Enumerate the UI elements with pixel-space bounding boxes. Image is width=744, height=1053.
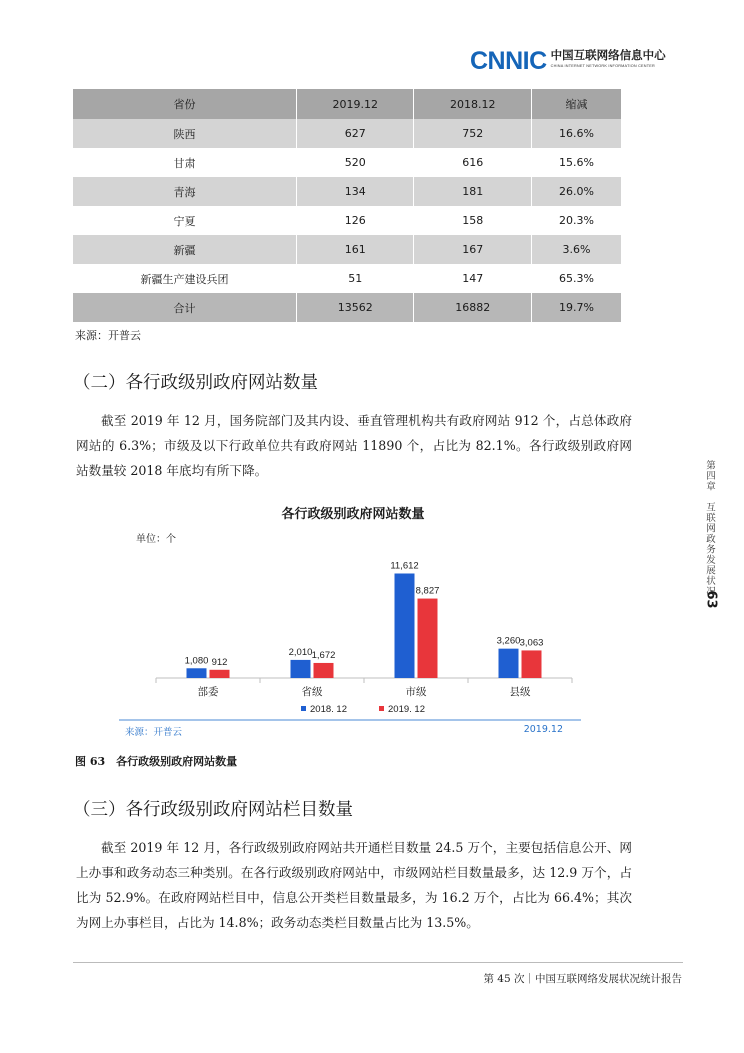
category-label: 部委 xyxy=(197,686,219,698)
table-header-cell: 2019.12 xyxy=(297,89,414,119)
chapter-side-label: 第四章 互联网政务发展状况 xyxy=(704,460,715,597)
logo-english-name: CHINA INTERNET NETWORK INFORMATION CENTER xyxy=(550,64,655,68)
table-cell: 20.3% xyxy=(531,206,621,235)
table-header-cell: 省份 xyxy=(73,89,297,119)
table-cell: 合计 xyxy=(73,293,297,322)
figure-caption: 图 63 各行政级别政府网站数量 xyxy=(75,755,238,768)
data-label: 912 xyxy=(211,656,228,668)
side-page-number: 63 xyxy=(703,590,719,609)
bar-2019 xyxy=(522,650,542,678)
cnnic-logo xyxy=(470,48,666,76)
data-label: 11,612 xyxy=(390,560,419,572)
data-label: 1,672 xyxy=(311,649,336,661)
table-cell: 167 xyxy=(414,235,531,264)
chart-date: 2019.12 xyxy=(523,724,563,735)
table-cell: 陕西 xyxy=(73,119,297,148)
chart-plot xyxy=(111,497,595,742)
table-cell: 26.0% xyxy=(531,177,621,206)
table-total-row xyxy=(73,293,621,322)
table-cell: 甘肃 xyxy=(73,148,297,177)
table-cell: 158 xyxy=(414,206,531,235)
section-heading: （三）各行政级别政府网站栏目数量 xyxy=(73,800,353,820)
table-row xyxy=(73,235,621,264)
table-cell: 126 xyxy=(297,206,414,235)
data-label: 1,080 xyxy=(184,655,209,667)
table-cell: 新疆生产建设兵团 xyxy=(73,264,297,293)
table-cell: 3.6% xyxy=(531,235,621,264)
table-row xyxy=(73,119,621,148)
bar-2018 xyxy=(291,660,311,678)
bar-2019 xyxy=(418,599,438,678)
data-label: 3,063 xyxy=(519,637,544,649)
table-cell: 19.7% xyxy=(531,293,621,322)
table-header-cell: 缩减 xyxy=(531,89,621,119)
table-row xyxy=(73,206,621,235)
chart-source: 来源：开普云 xyxy=(125,727,183,738)
logo-mark: CNNIC xyxy=(470,47,547,75)
category-label: 省级 xyxy=(301,686,323,698)
page-footer: 第 45 次｜中国互联网络发展状况统计报告 xyxy=(483,973,682,985)
data-label: 2,010 xyxy=(288,646,313,658)
table-row xyxy=(73,148,621,177)
table-cell: 161 xyxy=(297,235,414,264)
table-header-cell: 2018.12 xyxy=(414,89,531,119)
bar-2018 xyxy=(187,668,207,678)
bar-chart xyxy=(111,497,595,742)
table-cell: 宁夏 xyxy=(73,206,297,235)
bar-2018 xyxy=(395,573,415,678)
legend-label: 2019. 12 xyxy=(388,704,425,715)
logo-chinese-name: 中国互联网络信息中心 xyxy=(550,48,666,62)
table-cell: 16.6% xyxy=(531,119,621,148)
legend-label: 2018. 12 xyxy=(310,704,347,715)
chart-unit-label: 单位：个 xyxy=(136,534,176,545)
table-row xyxy=(73,177,621,206)
table-cell: 627 xyxy=(297,119,414,148)
province-website-table xyxy=(73,89,621,322)
table-cell: 134 xyxy=(297,177,414,206)
section-heading: （二）各行政级别政府网站数量 xyxy=(73,373,318,393)
category-label: 县级 xyxy=(509,686,531,698)
table-cell: 13562 xyxy=(297,293,414,322)
table-header-row xyxy=(73,89,621,119)
category-label: 市级 xyxy=(405,686,427,698)
table-cell: 新疆 xyxy=(73,235,297,264)
table-cell: 51 xyxy=(297,264,414,293)
table-cell: 752 xyxy=(414,119,531,148)
legend-swatch xyxy=(379,706,384,711)
footer-divider xyxy=(73,962,683,963)
table-cell: 181 xyxy=(414,177,531,206)
table-cell: 147 xyxy=(414,264,531,293)
bar-2019 xyxy=(210,670,230,678)
table-row xyxy=(73,264,621,293)
legend-swatch xyxy=(301,706,306,711)
table-cell: 65.3% xyxy=(531,264,621,293)
table-cell: 青海 xyxy=(73,177,297,206)
table-cell: 616 xyxy=(414,148,531,177)
data-label: 8,827 xyxy=(415,585,440,597)
bar-2018 xyxy=(499,649,519,678)
data-label: 3,260 xyxy=(496,635,521,647)
bar-2019 xyxy=(314,663,334,678)
table-cell: 16882 xyxy=(414,293,531,322)
chart-title: 各行政级别政府网站数量 xyxy=(281,507,425,522)
table-source: 来源：开普云 xyxy=(75,329,141,342)
logo-text xyxy=(551,48,666,68)
section-paragraph: 截至 2019 年 12 月，各行政级别政府网站共开通栏目数量 24.5 万个，主要包括信息公开、网上办事和政务动态三种类别。在各行政级别政府网站中，市级网站栏目数量最多，达 12.9 万个，占比为 52.9%。在政府网站栏目中，信息公开类栏目数量最多，为 16.2 万个，占比为 66.4%；其次为网上办事栏目，占比为 14.8%；政务动态类栏目数量占比为 13.5%。 xyxy=(76,840,632,930)
table-cell: 15.6% xyxy=(531,148,621,177)
section-paragraph: 截至 2019 年 12 月，国务院部门及其内设、垂直管理机构共有政府网站 912 个，占总体政府网站的 6.3%；市级及以下行政单位共有政府网站 11890 个，占比为 82.1%。各行政级别政府网站数量较 2018 年底均有所下降。 xyxy=(76,413,632,478)
table-cell: 520 xyxy=(297,148,414,177)
